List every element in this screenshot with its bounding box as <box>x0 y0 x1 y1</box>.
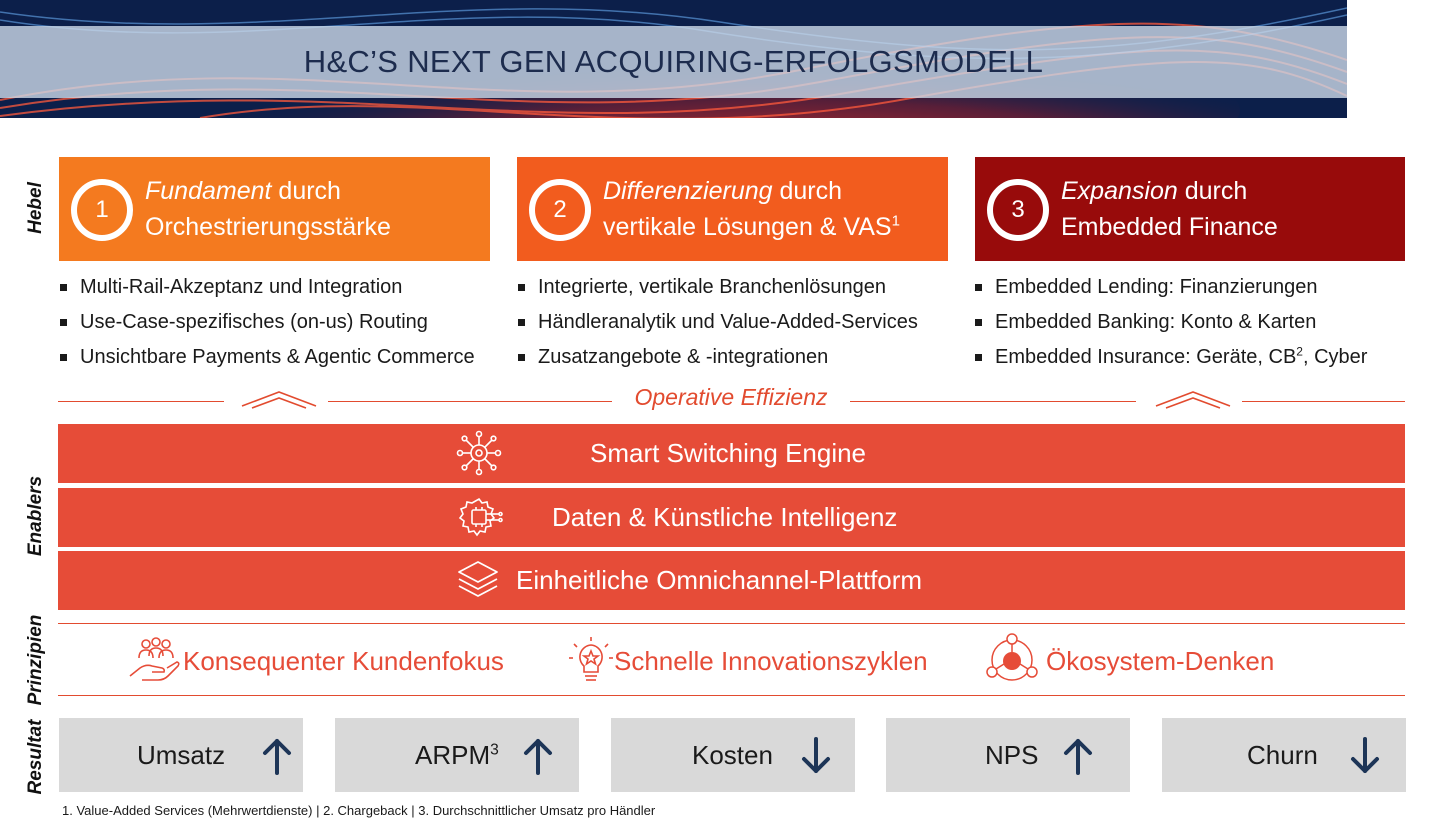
lever-card-fundament <box>59 157 490 261</box>
principle-label: Konsequenter Kundenfokus <box>183 646 504 676</box>
ai-gear-icon <box>455 493 503 541</box>
list-item: Embedded Lending: Finanzierungen <box>973 270 1367 305</box>
footnote: 1. Value-Added Services (Mehrwertdienste) | 2. Chargeback | 3. Durchschnittlicher Umsatz pro Händler <box>62 803 656 818</box>
side-label-prinzipien: Prinzipien <box>25 614 46 706</box>
list-item: Händleranalytik und Value-Added-Services <box>516 305 918 340</box>
list-item: Use-Case-spezifisches (on-us) Routing <box>58 305 475 340</box>
enabler-bar-omnichannel <box>58 551 1405 610</box>
lever-3-bullet-list <box>973 270 1367 375</box>
principle-label: Schnelle Innovationszyklen <box>614 646 928 676</box>
side-label-enablers: Enablers <box>25 475 46 557</box>
chevron-up-icon <box>240 388 318 410</box>
result-box-umsatz <box>59 718 303 792</box>
divider-line <box>58 695 1405 696</box>
divider-line <box>328 401 612 402</box>
lever-title: Expansion durch Embedded Finance <box>1061 177 1278 241</box>
layers-icon <box>455 558 501 604</box>
list-item: Zusatzangebote & -integrationen <box>516 340 918 375</box>
divider-line <box>58 623 1405 624</box>
result-label: ARPM$^3$ <box>415 740 499 770</box>
lever-number-badge: 1 <box>71 179 133 241</box>
arrow-down-icon <box>1349 736 1381 776</box>
header-banner <box>0 0 1347 118</box>
ecosystem-icon <box>984 632 1040 688</box>
lever-2-bullet-list <box>516 270 918 375</box>
enabler-label: Smart Switching Engine <box>590 438 867 468</box>
side-label-resultat: Resultat <box>25 719 46 795</box>
principle-label: Ökosystem-Denken <box>1046 646 1275 676</box>
list-item: Embedded Insurance: Geräte, $CB^2$, Cyber <box>973 340 1367 375</box>
enabler-bar-daten-ki <box>58 488 1405 547</box>
list-item: Unsichtbare Payments & Agentic Commerce <box>58 340 475 375</box>
customer-hand-icon <box>128 636 182 684</box>
page-title: H&C’S NEXT GEN ACQUIRING-ERFOLGSMODELL <box>303 44 1044 79</box>
lightbulb-icon <box>568 636 614 686</box>
lever-1-bullet-list <box>58 270 475 375</box>
lever-number-badge: 3 <box>987 179 1049 241</box>
result-box-kosten <box>611 718 855 792</box>
operative-effizienz-label: Operative Effizienz <box>634 384 828 410</box>
side-label-hebel: Hebel <box>25 182 46 234</box>
lever-card-differenzierung <box>517 157 948 261</box>
enabler-bar-smart-switching <box>58 424 1405 483</box>
divider-line <box>58 401 224 402</box>
chevron-up-icon <box>1154 388 1232 410</box>
arrow-up-icon <box>1062 736 1094 776</box>
result-label: Umsatz <box>137 740 226 770</box>
arrow-up-icon <box>522 736 554 776</box>
divider-line <box>850 401 1136 402</box>
list-item: Embedded Banking: Konto & Karten <box>973 305 1367 340</box>
result-label: Churn <box>1247 740 1318 770</box>
result-box-arpm <box>335 718 579 792</box>
lever-card-expansion <box>975 157 1405 261</box>
arrow-down-icon <box>800 736 832 776</box>
lever-title: Differenzierung durch vertikale Lösungen & VAS$^1$ <box>603 177 900 241</box>
network-hub-icon <box>455 429 503 477</box>
list-item: Integrierte, vertikale Branchenlösungen <box>516 270 918 305</box>
result-label: NPS <box>985 740 1039 770</box>
list-item: Multi-Rail-Akzeptanz und Integration <box>58 270 475 305</box>
enabler-label: Einheitliche Omnichannel-Plattform <box>516 565 923 595</box>
result-box-nps <box>886 718 1130 792</box>
lever-number-badge: 2 <box>529 179 591 241</box>
result-label: Kosten <box>692 740 773 770</box>
result-box-churn <box>1162 718 1406 792</box>
enabler-label: Daten & Künstliche Intelligenz <box>552 502 898 532</box>
arrow-up-icon <box>261 736 293 776</box>
lever-title: Fundament durch Orchestrierungsstärke <box>145 177 391 241</box>
divider-line <box>1242 401 1405 402</box>
